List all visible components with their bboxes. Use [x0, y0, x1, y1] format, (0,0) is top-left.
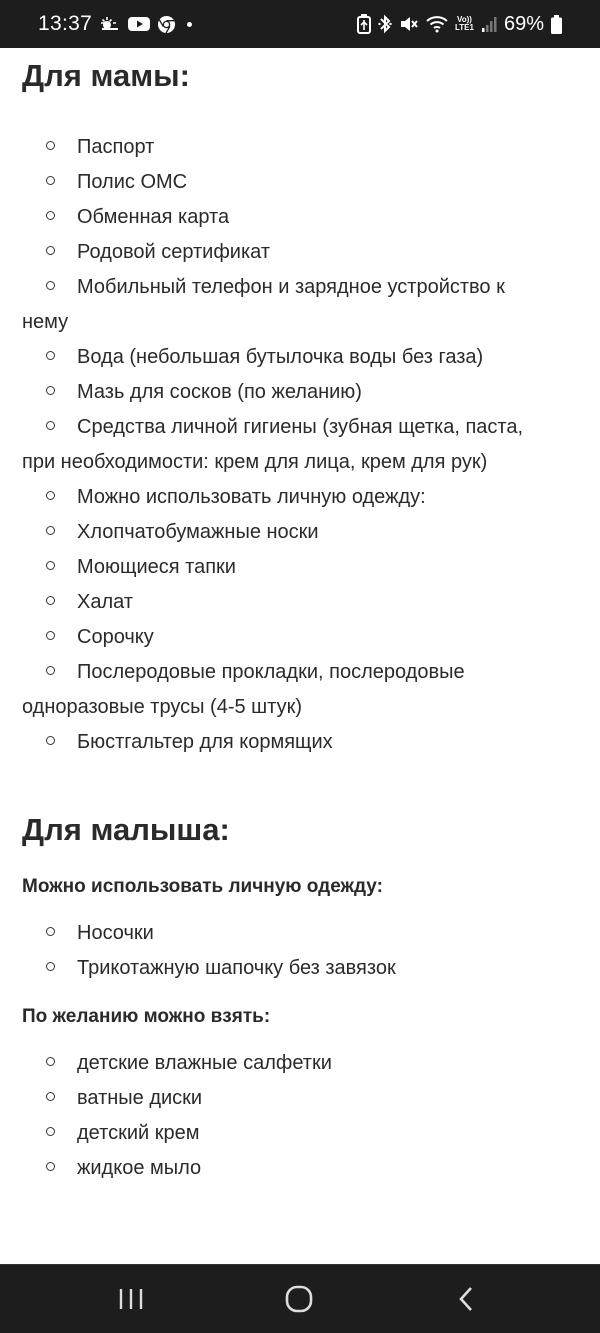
bullet-icon [46, 666, 55, 675]
bullet-icon [46, 736, 55, 745]
battery-icon [551, 13, 562, 35]
list-item [22, 165, 578, 200]
bullet-icon [46, 526, 55, 535]
list-item-text: Мобильный телефон и зарядное устройство к [77, 276, 505, 298]
bullet-icon [46, 351, 55, 360]
status-time: 13:37 [38, 12, 93, 35]
mama-heading: Для мамы: [22, 58, 190, 93]
youtube-icon [128, 13, 150, 35]
list-item-text: Халат [77, 591, 133, 613]
list-item [22, 515, 578, 550]
list-item [22, 550, 578, 585]
list-item-text: Паспорт [77, 136, 155, 158]
list-item [22, 130, 578, 165]
bullet-icon [46, 962, 55, 971]
list-item-text-cont: нему [22, 311, 69, 333]
list-item-text: Мазь для сосков (по желанию) [77, 381, 362, 403]
list-item-text: Можно использовать личную одежду: [77, 486, 426, 508]
bullet-icon [46, 1092, 55, 1101]
list-item-text: Родовой сертификат [77, 241, 270, 263]
status-right [357, 13, 562, 36]
list-item-text: Полис ОМС [77, 171, 188, 193]
wifi-icon [426, 13, 448, 35]
list-item [22, 951, 578, 986]
list-item-text: Средства личной гигиены (зубная щетка, паста, [77, 416, 524, 438]
bullet-icon [46, 1057, 55, 1066]
bullet-icon [46, 211, 55, 220]
list-item [22, 375, 578, 410]
list-item-text: детский крем [77, 1122, 200, 1144]
list-item-text: детские влажные салфетки [77, 1052, 332, 1074]
bullet-icon [46, 1127, 55, 1136]
bluetooth-icon [378, 13, 392, 35]
status-left [38, 12, 192, 36]
signal-icon [481, 13, 497, 35]
battery-saver-icon [357, 13, 371, 35]
lte-top-label: Vo)) [457, 15, 472, 24]
bullet-icon [46, 176, 55, 185]
lte-bottom-label: LTE1 [455, 23, 474, 32]
baby-heading: Для малыша: [22, 812, 230, 847]
back-icon [456, 1285, 478, 1313]
bullet-icon [46, 1162, 55, 1171]
list-item [22, 585, 578, 620]
list-item [22, 200, 578, 235]
bullet-icon [46, 421, 55, 430]
list-item [22, 235, 578, 270]
list-item-text: ватные диски [77, 1087, 203, 1109]
baby-clothes-list [22, 916, 578, 986]
recent-apps-icon [117, 1287, 145, 1311]
baby-clothes-subheading: Можно использовать личную одежду: [22, 876, 383, 897]
list-item [22, 620, 578, 655]
mama-list [22, 130, 578, 760]
list-item-text: Моющиеся тапки [77, 556, 236, 578]
weather-icon [99, 13, 121, 35]
back-button[interactable] [422, 1265, 512, 1333]
bullet-icon [46, 281, 55, 290]
bullet-icon [46, 631, 55, 640]
list-item-text: Послеродовые прокладки, послеродовые [77, 661, 465, 683]
bullet-icon [46, 596, 55, 605]
bullet-icon [46, 386, 55, 395]
list-item [22, 916, 578, 951]
navigation-bar [0, 1264, 600, 1333]
list-item [22, 725, 578, 760]
list-item [22, 1046, 578, 1081]
list-item-text-cont: при необходимости: крем для лица, крем для рук) [22, 451, 488, 473]
list-item-text: Сорочку [77, 626, 154, 648]
home-icon [284, 1284, 314, 1314]
list-item [22, 410, 578, 480]
chrome-icon [157, 13, 176, 35]
battery-percent: 69% [503, 12, 544, 35]
status-bar [0, 0, 600, 48]
list-item [22, 480, 578, 515]
bullet-icon [46, 491, 55, 500]
list-item-text-cont: одноразовые трусы (4-5 штук) [22, 696, 303, 718]
page-content[interactable] [0, 48, 600, 1264]
list-item-text: Хлопчатобумажные носки [77, 521, 319, 543]
list-item [22, 340, 578, 375]
mute-icon [399, 13, 419, 35]
baby-optional-subheading: По желанию можно взять: [22, 1006, 271, 1027]
lte-indicator [455, 13, 474, 35]
baby-optional-list [22, 1046, 578, 1186]
bullet-icon [46, 927, 55, 936]
list-item-text: жидкое мыло [77, 1157, 202, 1179]
bullet-icon [46, 561, 55, 570]
notification-dot-icon [187, 22, 192, 27]
list-item-text: Обменная карта [77, 206, 230, 228]
list-item [22, 655, 578, 725]
home-button[interactable] [254, 1265, 344, 1333]
list-item [22, 1081, 578, 1116]
list-item [22, 270, 578, 340]
bullet-icon [46, 141, 55, 150]
list-item-text: Трикотажную шапочку без завязок [77, 957, 396, 979]
list-item-text: Вода (небольшая бутылочка воды без газа) [77, 346, 484, 368]
recent-apps-button[interactable] [86, 1265, 176, 1333]
list-item-text: Носочки [77, 922, 154, 944]
list-item [22, 1151, 578, 1186]
list-item [22, 1116, 578, 1151]
list-item-text: Бюстгальтер для кормящих [77, 731, 333, 753]
bullet-icon [46, 246, 55, 255]
